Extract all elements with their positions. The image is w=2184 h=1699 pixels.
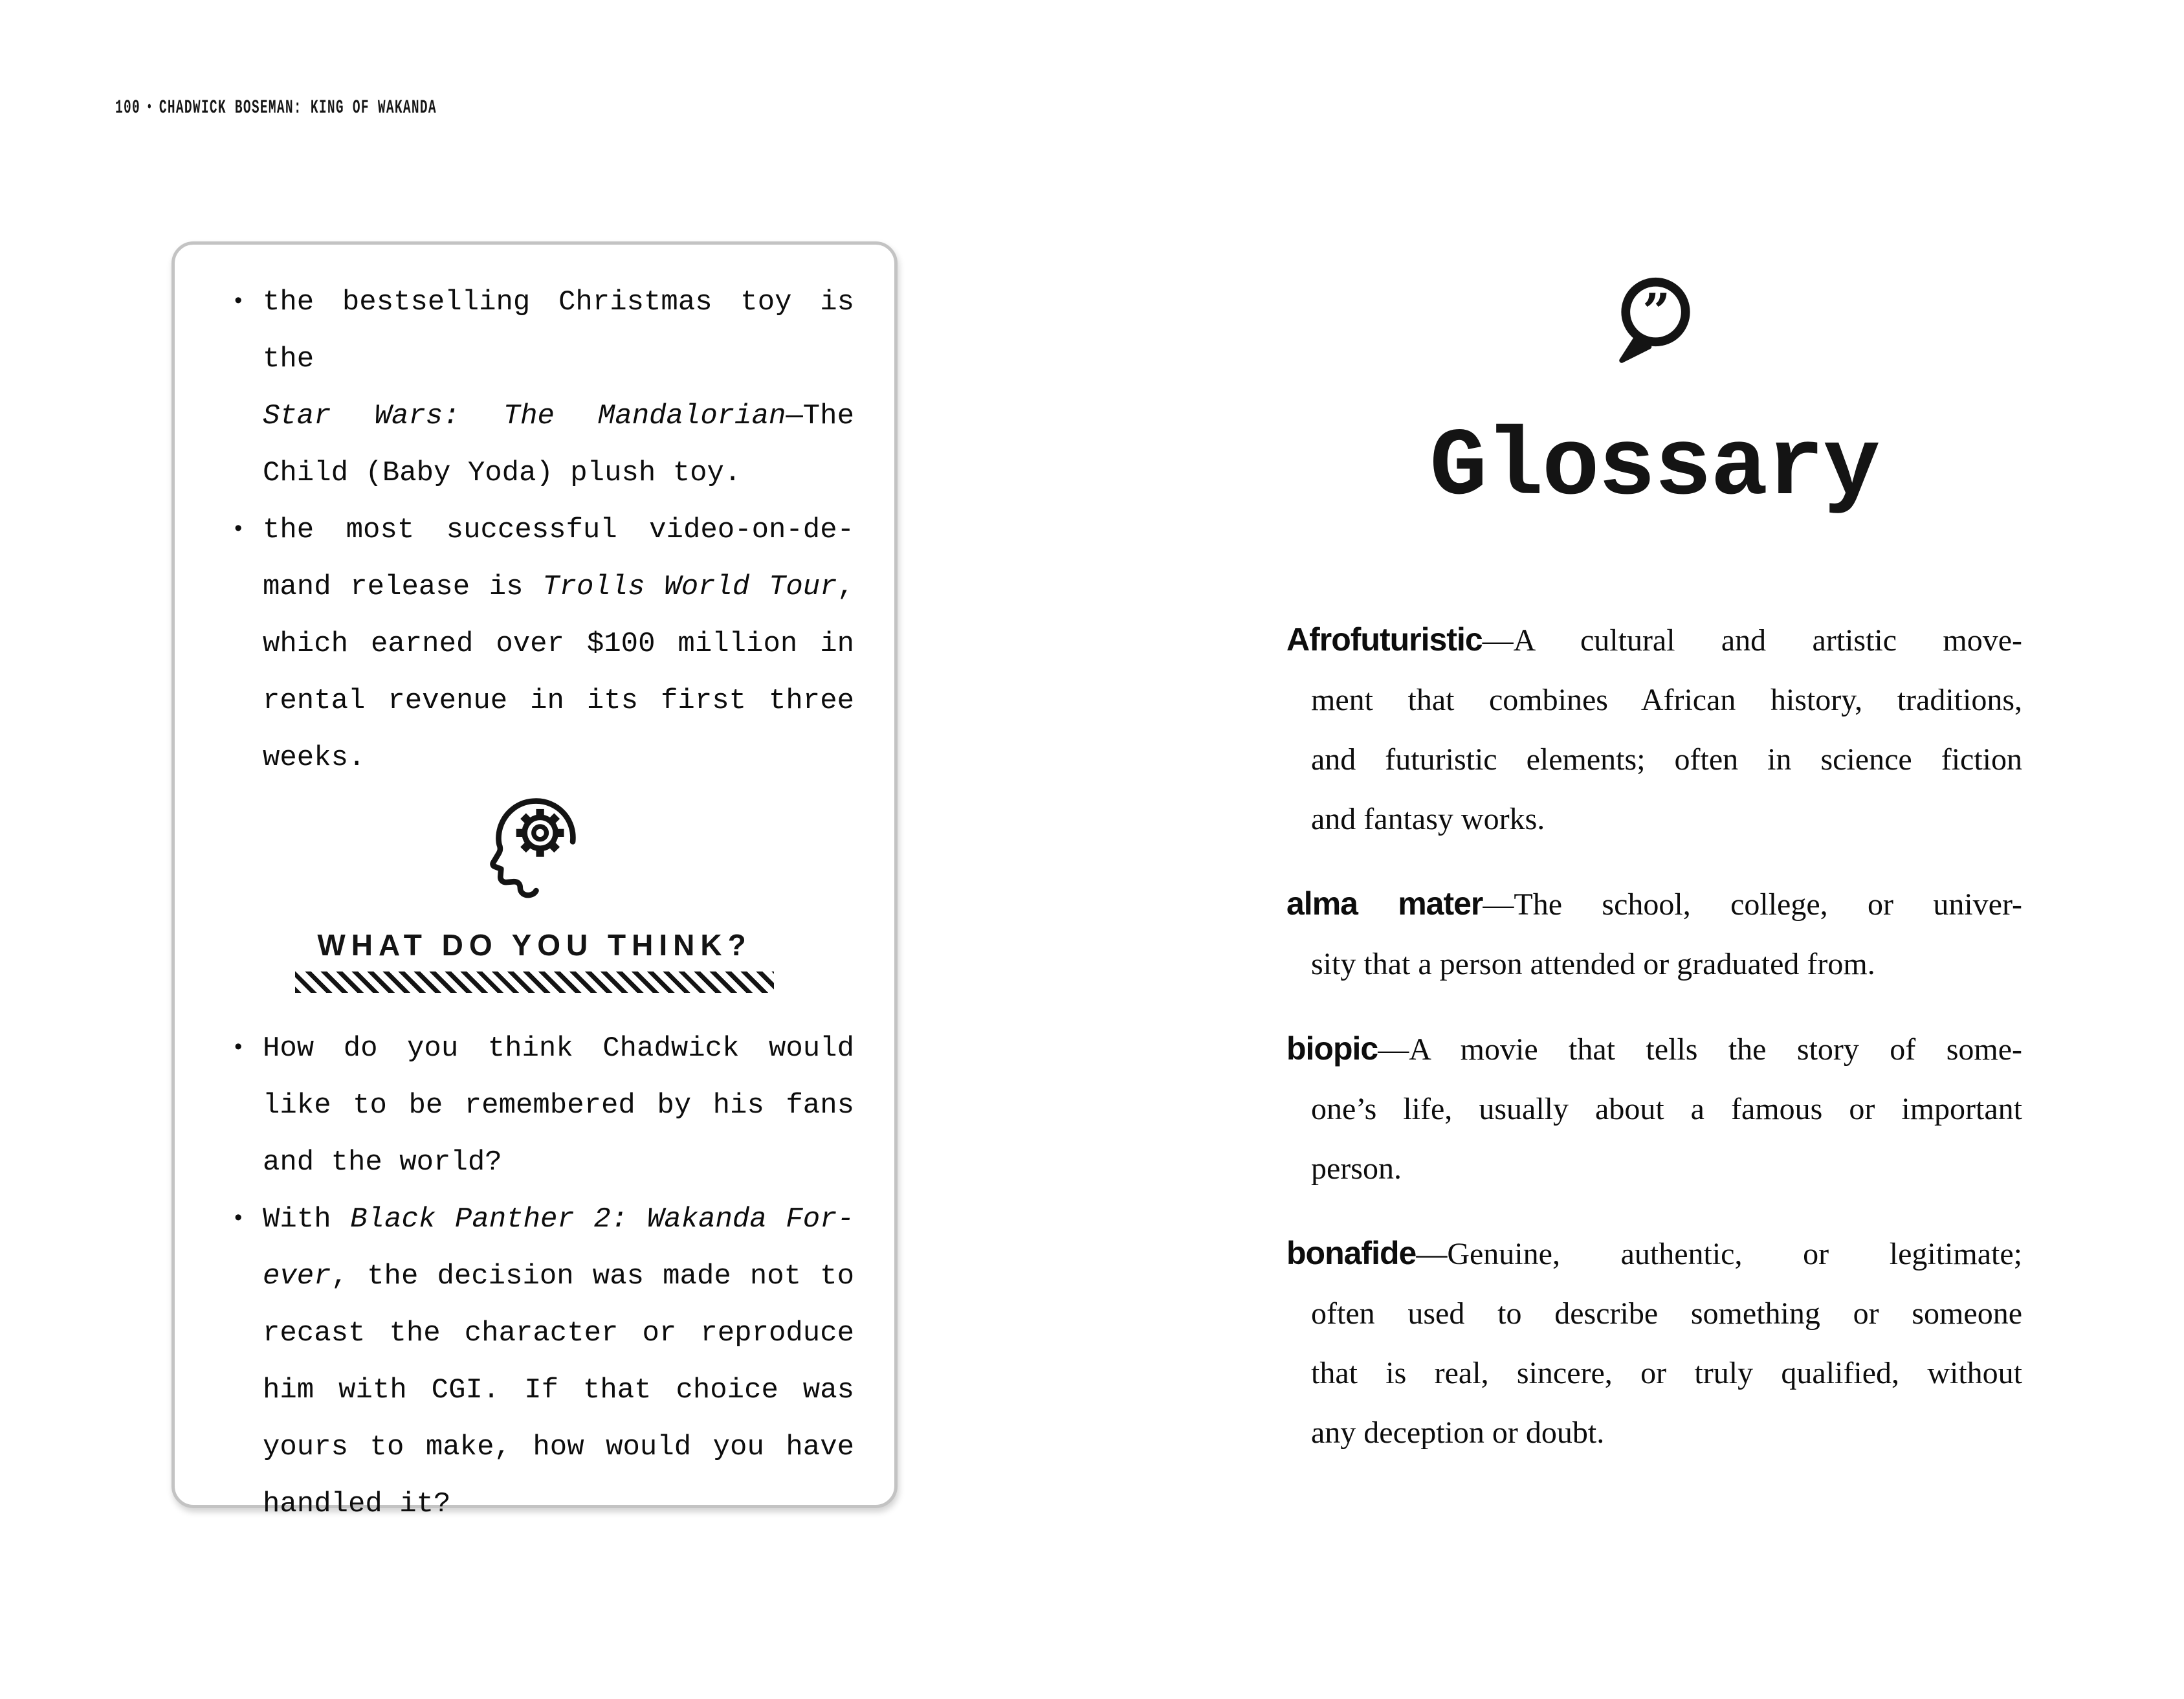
text-line — [263, 616, 854, 672]
text-line — [1286, 874, 2022, 935]
glossary-entry — [1286, 1019, 2022, 1199]
text-run: recast the character or reproduce — [263, 1317, 854, 1349]
text-line — [263, 1077, 854, 1134]
text-line — [1286, 1344, 2022, 1403]
text-run: , the decision was made not to — [331, 1260, 854, 1293]
text-run: person. — [1311, 1151, 1402, 1186]
text-line — [1286, 671, 2022, 730]
glossary-term: Afrofuturistic — [1286, 621, 1483, 658]
text-run: —Genuine, authentic, or legitimate; — [1416, 1237, 2022, 1271]
glossary-entry — [1286, 874, 2022, 994]
text-run: —The — [786, 400, 854, 432]
text-line — [1286, 1284, 2022, 1344]
header-separator-dot: • — [146, 99, 153, 117]
text-run: Child (Baby Yoda) plush toy. — [263, 457, 742, 489]
page-number: 100 — [115, 97, 141, 119]
text-line — [1286, 1223, 2022, 1284]
text-line — [263, 1476, 854, 1533]
text-line — [263, 445, 854, 502]
text-line — [1286, 1139, 2022, 1199]
text-line — [263, 1362, 854, 1419]
text-line — [1286, 610, 2022, 671]
text-line — [263, 388, 854, 445]
text-line — [263, 1191, 854, 1248]
quote-bubble-icon — [1612, 272, 1696, 368]
text-run: one’s life, usually about a famous or important — [1311, 1092, 2022, 1126]
bullet-item — [228, 274, 854, 502]
text-line — [263, 1248, 854, 1305]
text-run: the bestselling Christmas toy is the — [263, 286, 854, 375]
text-line — [1286, 1080, 2022, 1139]
text-line — [263, 559, 854, 616]
quote-marks-glyph: ” — [1642, 283, 1671, 340]
text-run: that is real, sincere, or truly qualified, without — [1311, 1356, 2022, 1390]
text-line — [263, 672, 854, 729]
text-line — [263, 1020, 854, 1077]
text-line — [1286, 1403, 2022, 1463]
fun-facts-list — [228, 274, 854, 786]
text-run: often used to describe something or someone — [1311, 1296, 2022, 1331]
text-run: —A movie that tells the story of some- — [1378, 1032, 2022, 1067]
text-line — [263, 1419, 854, 1476]
text-run: any deception or doubt. — [1311, 1416, 1605, 1450]
text-line — [1286, 935, 2022, 994]
bullet-item — [228, 1191, 854, 1533]
text-run: —A cultural and artistic move- — [1482, 623, 2022, 658]
text-line — [1286, 790, 2022, 849]
glossary-title: Glossary — [1429, 414, 1879, 522]
italic-text-run: Trolls World Tour — [542, 571, 837, 603]
page-header — [115, 97, 610, 119]
text-run: and fantasy works. — [1311, 802, 1545, 836]
text-run: which earned over $100 million in — [263, 628, 854, 660]
what-do-you-think-heading: WHAT DO YOU THINK? — [317, 928, 752, 962]
text-run: ment that combines African history, traditions, — [1311, 683, 2022, 717]
text-line — [263, 729, 854, 786]
text-run: the most successful video-on-de- — [263, 514, 854, 546]
text-run: him with CGI. If that choice was — [263, 1374, 854, 1406]
text-run: —The school, college, or univer- — [1483, 887, 2022, 922]
text-run: mand release is — [263, 571, 543, 603]
italic-text-run: Black Panther 2: Wakanda For- — [350, 1203, 854, 1236]
text-run: and futuristic elements; often in science fiction — [1311, 742, 2022, 777]
text-run: With — [263, 1203, 351, 1236]
text-line — [1286, 1019, 2022, 1080]
glossary-term: biopic — [1286, 1030, 1378, 1067]
text-line — [263, 502, 854, 559]
book-title: CHADWICK BOSEMAN: KING OF WAKANDA — [159, 97, 437, 119]
text-line — [1286, 730, 2022, 790]
running-head — [115, 97, 437, 119]
bullet-item — [228, 1020, 854, 1191]
text-run: weeks. — [263, 742, 366, 774]
gear-teeth — [516, 809, 564, 857]
text-run: How do you think Chadwick would — [263, 1032, 854, 1065]
text-line — [263, 1134, 854, 1191]
glossary-entries — [1286, 610, 2022, 1487]
italic-text-run: Star Wars: The Mandalorian — [263, 400, 786, 432]
text-run: , — [837, 571, 854, 603]
bullet-item — [228, 502, 854, 786]
glossary-term: alma mater — [1286, 885, 1483, 922]
text-run: and the world? — [263, 1146, 502, 1179]
head-gear-icon — [486, 795, 583, 899]
glossary-term: bonafide — [1286, 1235, 1417, 1271]
text-run: handled it? — [263, 1488, 451, 1520]
text-run: yours to make, how would you have — [263, 1431, 854, 1463]
glossary-entry — [1286, 1223, 2022, 1463]
hatch-divider — [295, 972, 774, 993]
text-run: rental revenue in its first three — [263, 685, 854, 717]
discussion-questions-list — [228, 1020, 854, 1533]
sidebar-callout-box — [171, 241, 898, 1520]
text-line — [263, 1305, 854, 1362]
text-run: like to be remembered by his fans — [263, 1089, 854, 1122]
text-run: sity that a person attended or graduated from. — [1311, 947, 1875, 981]
glossary-entry — [1286, 610, 2022, 849]
italic-text-run: ever — [263, 1260, 331, 1293]
text-line — [263, 274, 854, 388]
